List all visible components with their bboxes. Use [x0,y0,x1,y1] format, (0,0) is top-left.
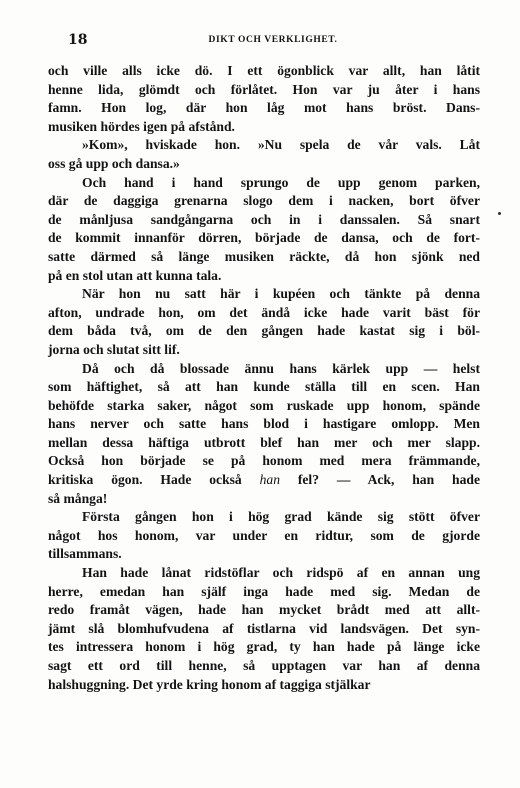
text-line: hans nerver och satte hans blod i hastigare omlopp. Men [48,416,480,432]
paragraph [48,564,480,694]
text-line: tillsammans. [48,546,122,562]
text-line: dem båda två, om de den gången hade kastat sig i böl- [48,323,480,339]
text-line: Första gången hon i hög grad kände sig stött öfver [82,509,480,525]
text-line: sagt ett ord till henne, så upptagen var han af denna [48,658,480,673]
paragraph [48,285,480,359]
paragraph [48,508,480,564]
text-line: »Kom», hviskade hon. »Nu spela de vår vals. Låt [82,137,480,153]
text-line: så många! [48,490,108,506]
text-line: jorna och slutat sitt lif. [48,341,180,357]
paragraph [48,62,480,136]
running-title: DIKT OCH VERKLIGHET. [208,35,338,45]
text-line: Då och då blossade ännu hans kärlek upp — helst [82,360,480,376]
text-line: jämt slå blomhufvudena af tistlarna vid landsvägen. Det syn- [48,620,480,636]
page-number: 18 [68,32,88,48]
text-line: de kommit innanför dörren, började de dansa, och de fort- [48,230,480,246]
paragraph [48,136,480,173]
text-line: Också hon började se på honom med mera främmande, [48,453,480,469]
page-header [68,32,478,52]
text-line: afton, undrade hon, om det ändå icke hade varit bäst för [48,304,480,320]
text-line: Han hade lånat ridstöflar och ridspö af en annan ung [82,565,480,581]
text-line: och ville alls icke dö. I ett ögonblick var allt, han låtit [48,63,480,78]
text-line: Och hand i hand sprungo de upp genom parken, [82,174,480,190]
text-line: henne lida, glömdt och förlåtet. Hon var ju åter i hans [48,81,480,97]
paragraph [48,174,480,286]
text-line: redo framåt vägen, hade han mycket brådt med att allt- [48,602,480,618]
text-line: mellan dessa häftiga utbrott blef han mer och mer slapp. [48,434,480,450]
text-line: famn. Hon log, där hon låg mot hans bröst. Dans- [48,100,480,116]
text-line: kritiska ögon. Hade också han fel? — Ack, han hade [48,472,480,488]
text-line: oss gå upp och dansa.» [48,155,180,171]
text-line: där de daggiga grenarna slogo dem i nacken, bort öfver [48,193,480,209]
text-line: satte därmed så länge musiken räckte, då hon sjönk ned [48,248,480,264]
text-line: som häftighet, så att han kunde ställa till en scen. Han [48,379,480,395]
text-line: tes intressera honom i hög grad, ty han hade på länge icke [48,639,480,655]
text-line: När hon nu satt här i kupéen och tänkte på denna [82,286,480,302]
paragraph [48,360,480,509]
text-line: halshuggning. Det yrde kring honom af taggiga stjälkar [48,676,371,692]
text-line: på en stol utan att kunna tala. [48,267,222,283]
margin-dot [498,212,501,215]
text-line: musiken hördes igen på afstånd. [48,118,235,134]
text-line: herre, emedan han själf inga hade med sig. Medan de [48,583,480,599]
text-line: behöfde starka saker, något som ruskade upp honom, spände [48,397,480,413]
text-line: något hos honom, var under en ridtur, som de gjorde [48,527,480,543]
body-text [48,62,480,694]
text-line: de månljusa sandgångarna och in i danssalen. Så snart [48,211,480,227]
